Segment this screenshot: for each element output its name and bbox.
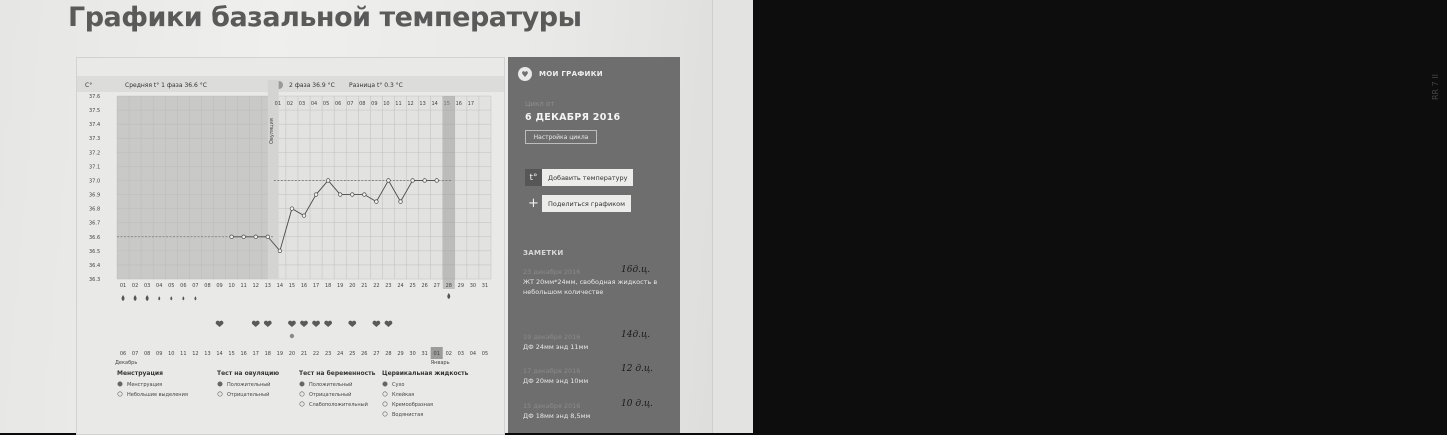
my-charts-link[interactable]: [518, 67, 603, 81]
legend-item-pregnancy: Положительный: [309, 382, 353, 388]
legend-swatch-icon: [383, 392, 387, 396]
cycle-day-label: 24: [397, 283, 404, 289]
cycle-day-label: 06: [180, 283, 187, 289]
note-text: ДФ 18мм энд 8,5мм: [523, 412, 591, 420]
note-date: 19 декабря 2016: [523, 333, 581, 341]
legend-title-mucus: Цервикальная жидкость: [382, 370, 469, 377]
cycle-label: Цикл от: [525, 100, 555, 108]
date-label: 30: [409, 351, 416, 357]
cycle-day-label: 19: [337, 283, 344, 289]
y-tick-label: 37.2: [89, 150, 101, 157]
legend-item-mucus: Клейкая: [392, 392, 415, 398]
cycle-day-label: 05: [168, 283, 175, 289]
legend-title-pregnancy: Тест на беременность: [299, 370, 376, 377]
legend-item-mucus: Кремообразная: [392, 402, 434, 408]
phase2-day-label: 17: [467, 101, 475, 107]
bbt-chart-panel: [76, 57, 505, 435]
note-text: ЖТ 20мм*24мм, свободная жидкость в небольшом количестве: [523, 278, 658, 296]
share-chart-button[interactable]: [525, 195, 631, 212]
note-item: [523, 332, 673, 352]
cycle-day-label: 25: [409, 283, 416, 289]
cycle-day-label: 23: [385, 283, 392, 289]
date-label: 25: [349, 351, 356, 357]
date-label: 22: [312, 351, 320, 357]
cycle-day-label: 16: [300, 283, 308, 289]
temperature-point: [242, 235, 246, 239]
month-label-next: Январь: [430, 360, 450, 366]
note-date: 23 декабря 2016: [523, 268, 581, 276]
cycle-day-label: 28: [445, 283, 452, 289]
legend-title-ovulation: Тест на овуляцию: [217, 370, 280, 377]
phase2-day-label: 13: [419, 101, 426, 107]
y-tick-label: 36.6: [89, 234, 101, 241]
ovulation-band: [268, 80, 282, 279]
menstruation-drop-icon: [182, 296, 184, 300]
phase2-day-label: 07: [347, 101, 354, 107]
legend-item-pregnancy: Отрицательный: [309, 392, 352, 398]
legend-item-menstruation: Небольшие выделения: [127, 392, 188, 398]
note-date: 17 декабря 2016: [523, 367, 581, 375]
date-label: 12: [192, 351, 199, 357]
date-label: 19: [276, 351, 284, 357]
heart-icon: [288, 321, 296, 327]
cycle-day-label: 31: [481, 283, 489, 289]
date-label: 06: [119, 351, 127, 357]
legend-swatch-icon: [218, 392, 222, 396]
cycle-day-label: 09: [216, 283, 223, 289]
phase2-day-label: 08: [359, 101, 366, 107]
y-tick-label: 37.6: [89, 94, 101, 100]
temperature-point: [254, 235, 258, 239]
legend-item-ovulation: Отрицательный: [227, 392, 270, 398]
share-chart-label: Поделиться графиком: [542, 195, 631, 212]
heart-icon: [300, 321, 308, 327]
temperature-point: [387, 179, 391, 183]
heart-icon: [252, 321, 260, 327]
date-label: 03: [457, 351, 465, 357]
y-tick-label: 36.5: [89, 248, 101, 255]
legend-title-menstruation: Менструация: [117, 370, 163, 377]
menstruation-drop-icon: [158, 296, 160, 300]
phase2-day-label: 02: [286, 101, 294, 107]
legend-swatch-icon: [218, 382, 222, 386]
ovulation-test-dot-icon: [290, 334, 294, 338]
legend-swatch-icon: [118, 382, 122, 386]
note-item: [523, 267, 673, 297]
menstruation-drop-icon: [170, 296, 172, 300]
cycle-day-label: 27: [433, 283, 440, 289]
temperature-point: [399, 200, 403, 204]
cycle-day-label: 22: [373, 283, 380, 289]
legend-item-menstruation: Менструация: [127, 382, 163, 388]
date-label: 09: [156, 351, 163, 357]
temperature-point: [290, 207, 294, 211]
phase2-average: 2 фаза 36.9 °C: [289, 82, 335, 89]
month-label-start: Декабрь: [115, 360, 138, 366]
y-tick-label: 37.0: [89, 178, 101, 185]
temperature-point: [338, 193, 342, 197]
legend-swatch-icon: [118, 392, 122, 396]
cycle-day-label: 01: [119, 283, 127, 289]
temperature-point: [266, 235, 270, 239]
date-label: 14: [216, 351, 223, 357]
adjacent-sheet: [712, 0, 1440, 433]
cycle-day-label: 17: [312, 283, 320, 289]
phase2-day-label: 04: [310, 101, 318, 107]
temperature-point: [314, 193, 318, 197]
cycle-day-label: 12: [252, 283, 259, 289]
side-fragment: RR 7 II: [1431, 73, 1440, 100]
phase2-day-label: 05: [322, 101, 330, 107]
heart-icon: [348, 321, 356, 327]
cycle-day-label: 13: [264, 283, 271, 289]
date-label: 31: [421, 351, 428, 357]
phase2-day-label: 11: [395, 101, 402, 107]
legend-item-ovulation: Положительный: [227, 382, 271, 388]
legend-swatch-icon: [383, 402, 387, 406]
temperature-point: [375, 200, 379, 204]
note-handwriting: 16д.ц.: [621, 265, 651, 275]
cycle-day-label: 29: [457, 283, 465, 289]
date-label: 04: [469, 351, 477, 357]
y-tick-label: 36.7: [89, 220, 101, 227]
date-label: 28: [385, 351, 392, 357]
phase2-day-label: 09: [371, 101, 378, 107]
phase2-day-label: 16: [455, 101, 462, 107]
sidebar: [508, 57, 680, 433]
date-label: 17: [252, 351, 259, 357]
note-text: ДФ 24мм энд 11мм: [523, 343, 589, 351]
temperature-point: [350, 193, 354, 197]
phase2-day-label: 14: [431, 101, 438, 107]
temperature-point: [363, 193, 367, 197]
legend-swatch-icon: [383, 412, 387, 416]
temperature-point: [278, 249, 282, 253]
cycle-day-label: 07: [192, 283, 199, 289]
date-label: 08: [143, 351, 151, 357]
phase2-day-label: 03: [298, 101, 306, 107]
add-temperature-label: Добавить температуру: [542, 169, 633, 186]
phase1-average: Средняя t° 1 фаза 36.6 °C: [125, 82, 207, 89]
date-label: 07: [131, 351, 139, 357]
y-tick-label: 37.3: [89, 136, 101, 143]
current-day-highlight: [443, 96, 455, 289]
phase1-area: [117, 96, 274, 279]
heart-icon: [324, 321, 332, 327]
cycle-day-label: 15: [288, 283, 296, 289]
phase2-day-label: 10: [383, 101, 390, 107]
date-label: 21: [300, 351, 308, 357]
cycle-day-label: 21: [361, 283, 368, 289]
heart-icon: [264, 321, 272, 327]
legend-item-mucus: Сухо: [392, 382, 405, 388]
date-label: 16: [240, 351, 247, 357]
temperature-point: [423, 179, 427, 183]
note-item: [523, 366, 673, 386]
date-label: 01: [433, 351, 440, 357]
heart-icon: [385, 321, 393, 327]
page-title: Графики базальной температуры: [68, 2, 582, 33]
bbt-chart: [77, 58, 504, 434]
add-temperature-button[interactable]: [525, 169, 633, 186]
date-label: 27: [373, 351, 380, 357]
menstruation-drop-icon: [194, 296, 196, 300]
plus-icon: +: [525, 195, 542, 212]
my-charts-label: МОИ ГРАФИКИ: [539, 70, 603, 78]
heart-icon: [216, 321, 224, 327]
note-handwriting: 12 д.ц.: [621, 364, 654, 374]
legend-swatch-icon: [383, 382, 387, 386]
date-label: 20: [288, 351, 296, 357]
date-label: 11: [180, 351, 187, 357]
y-tick-label: 37.5: [89, 108, 101, 115]
cycle-day-label: 04: [156, 283, 163, 289]
y-tick-label: 36.3: [89, 277, 101, 283]
cycle-day-label: 20: [349, 283, 356, 289]
cycle-day-label: 11: [240, 283, 247, 289]
legend-swatch-icon: [300, 402, 304, 406]
note-text: ДФ 20мм энд 10мм: [523, 377, 589, 385]
temperature-point: [326, 179, 330, 183]
y-tick-label: 36.8: [89, 206, 101, 213]
cycle-day-label: 10: [228, 283, 235, 289]
menstruation-drop-icon: [122, 295, 125, 301]
heart-icon: [373, 321, 381, 327]
temperature-point: [435, 179, 439, 183]
menstruation-drop-icon: [146, 295, 149, 301]
date-label: 18: [264, 351, 271, 357]
date-label: 15: [228, 351, 235, 357]
cycle-day-label: 03: [143, 283, 151, 289]
heart-icon: [312, 321, 320, 327]
note-date: 15 декабря 2016: [523, 402, 581, 410]
date-label: 24: [337, 351, 344, 357]
thermometer-icon: t°: [525, 169, 542, 186]
legend-item-mucus: Водянистая: [392, 412, 424, 418]
phase2-day-label: 12: [407, 101, 414, 107]
date-label: 02: [445, 351, 452, 357]
y-tick-label: 37.4: [89, 122, 101, 129]
cycle-day-label: 18: [324, 283, 332, 289]
legend-swatch-icon: [300, 392, 304, 396]
cycle-settings-button[interactable]: Настройка цикла: [525, 130, 597, 144]
unit-label: C°: [85, 82, 93, 89]
notes-title: ЗАМЕТКИ: [523, 249, 564, 257]
y-tick-label: 36.9: [89, 192, 101, 199]
date-label: 13: [204, 351, 211, 357]
cycle-day-label: 08: [204, 283, 211, 289]
note-handwriting: 14д.ц.: [621, 330, 651, 340]
ovulation-label: Овуляция: [268, 118, 275, 144]
menstruation-drop-icon: [447, 293, 450, 299]
phase2-day-label: 01: [274, 101, 282, 107]
menstruation-drop-icon: [134, 295, 137, 301]
heart-icon: ♥: [518, 67, 532, 81]
cycle-day-label: 14: [276, 283, 284, 289]
cycle-day-label: 26: [421, 283, 428, 289]
legend-swatch-icon: [300, 382, 304, 386]
temperature-point: [411, 179, 415, 183]
phase2-day-label: 06: [334, 101, 342, 107]
cycle-day-label: 02: [131, 283, 139, 289]
temperature-point: [302, 214, 306, 218]
date-label: 26: [361, 351, 368, 357]
y-tick-label: 37.1: [89, 164, 101, 171]
date-label: 23: [324, 351, 332, 357]
cycle-day-label: 30: [469, 283, 477, 289]
date-label: 05: [481, 351, 489, 357]
temperature-point: [230, 235, 234, 239]
note-item: [523, 401, 673, 421]
date-label: 10: [168, 351, 175, 357]
y-tick-label: 36.4: [89, 262, 101, 269]
date-label: 29: [397, 351, 404, 357]
legend-item-pregnancy: Слабоположительный: [309, 402, 368, 408]
temperature-difference: Разница t° 0.3 °C: [349, 82, 403, 89]
note-handwriting: 10 д.ц.: [621, 399, 654, 409]
cycle-date: 6 ДЕКАБРЯ 2016: [525, 112, 621, 123]
